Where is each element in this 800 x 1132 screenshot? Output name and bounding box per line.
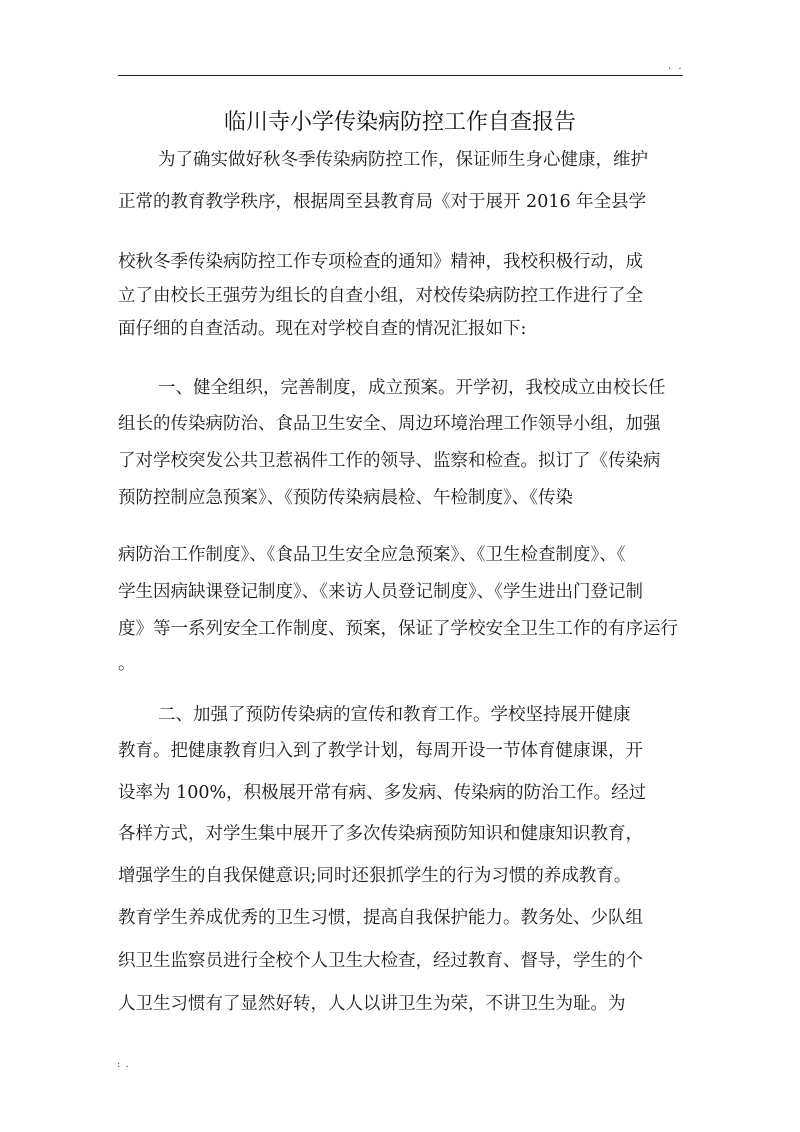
paragraph-line: 面仔细的自查活动。现在对学校自查的情况汇报如下: [118, 319, 527, 339]
paragraph-line: 立了由校长王强劳为组长的自查小组，对校传染病防控工作进行了全 [118, 286, 643, 306]
paragraph-line: 了对学校突发公共卫惹祸件工作的领导、监察和检查。拟订了《传染病 [118, 451, 661, 471]
paragraph-line: 病防治工作制度》、《食品卫生安全应急预案》、《卫生检查制度》、《 [118, 545, 626, 565]
paragraph-line: 人卫生习惯有了显然好转，人人以讲卫生为荣，不讲卫生为耻。为 [118, 994, 626, 1014]
paragraph-line: 为了确实做好秋冬季传染病防控工作，保证师生身心健康，维护 [158, 150, 648, 170]
paragraph-line: 。 [118, 654, 136, 674]
paragraph-line: 增强学生的自我保健意识;同时还狠抓学生的行为习惯的养成教育。 [118, 866, 632, 886]
header-mark: . . [668, 61, 684, 72]
footer-mark: : . [117, 1059, 130, 1070]
paragraph-line: 度》等一系列安全工作制度、预案，保证了学校安全卫生工作的有序运行 [118, 619, 678, 639]
paragraph-line: 预防控制应急预案》、《预防传染病晨检、午检制度》、《传染 [118, 488, 573, 508]
paragraph-line: 教育学生养成优秀的卫生习惯，提高自我保护能力。教务处、少队组 [118, 908, 643, 928]
paragraph-line: 二、加强了预防传染病的宣传和教育工作。学校坚持展开健康 [158, 705, 631, 725]
paragraph-line: 教育。把健康教育归入到了教学计划，每周开设一节体育健康课，开 [118, 741, 643, 761]
header-rule [118, 75, 683, 76]
paragraph-line: 设率为 100%，积极展开常有病、多发病、传染病的防治工作。经过 [118, 783, 647, 803]
paragraph-line: 各样方式，对学生集中展开了多次传染病预防知识和健康知识教育， [118, 824, 643, 844]
paragraph-line: 织卫生监察员进行全校个人卫生大检查，经过教育、督导，学生的个 [118, 951, 643, 971]
paragraph-line: 一、健全组织，完善制度，成立预案。开学初，我校成立由校长任 [158, 378, 666, 398]
paragraph-line: 组长的传染病防治、食品卫生安全、周边环境治理工作领导小组，加强 [118, 414, 661, 434]
paragraph-line: 校秋冬季传染病防控工作专项检查的通知》精神，我校积极行动，成 [118, 252, 643, 272]
paragraph-line: 学生因病缺课登记制度》、《来访人员登记制度》、《学生进出门登记制 [118, 582, 643, 602]
paragraph-line: 正常的教育教学秩序，根据周至县教育局《对于展开 2016 年全县学 [118, 192, 647, 212]
document-title: 临川寺小学传染病防控工作自查报告 [223, 110, 576, 135]
